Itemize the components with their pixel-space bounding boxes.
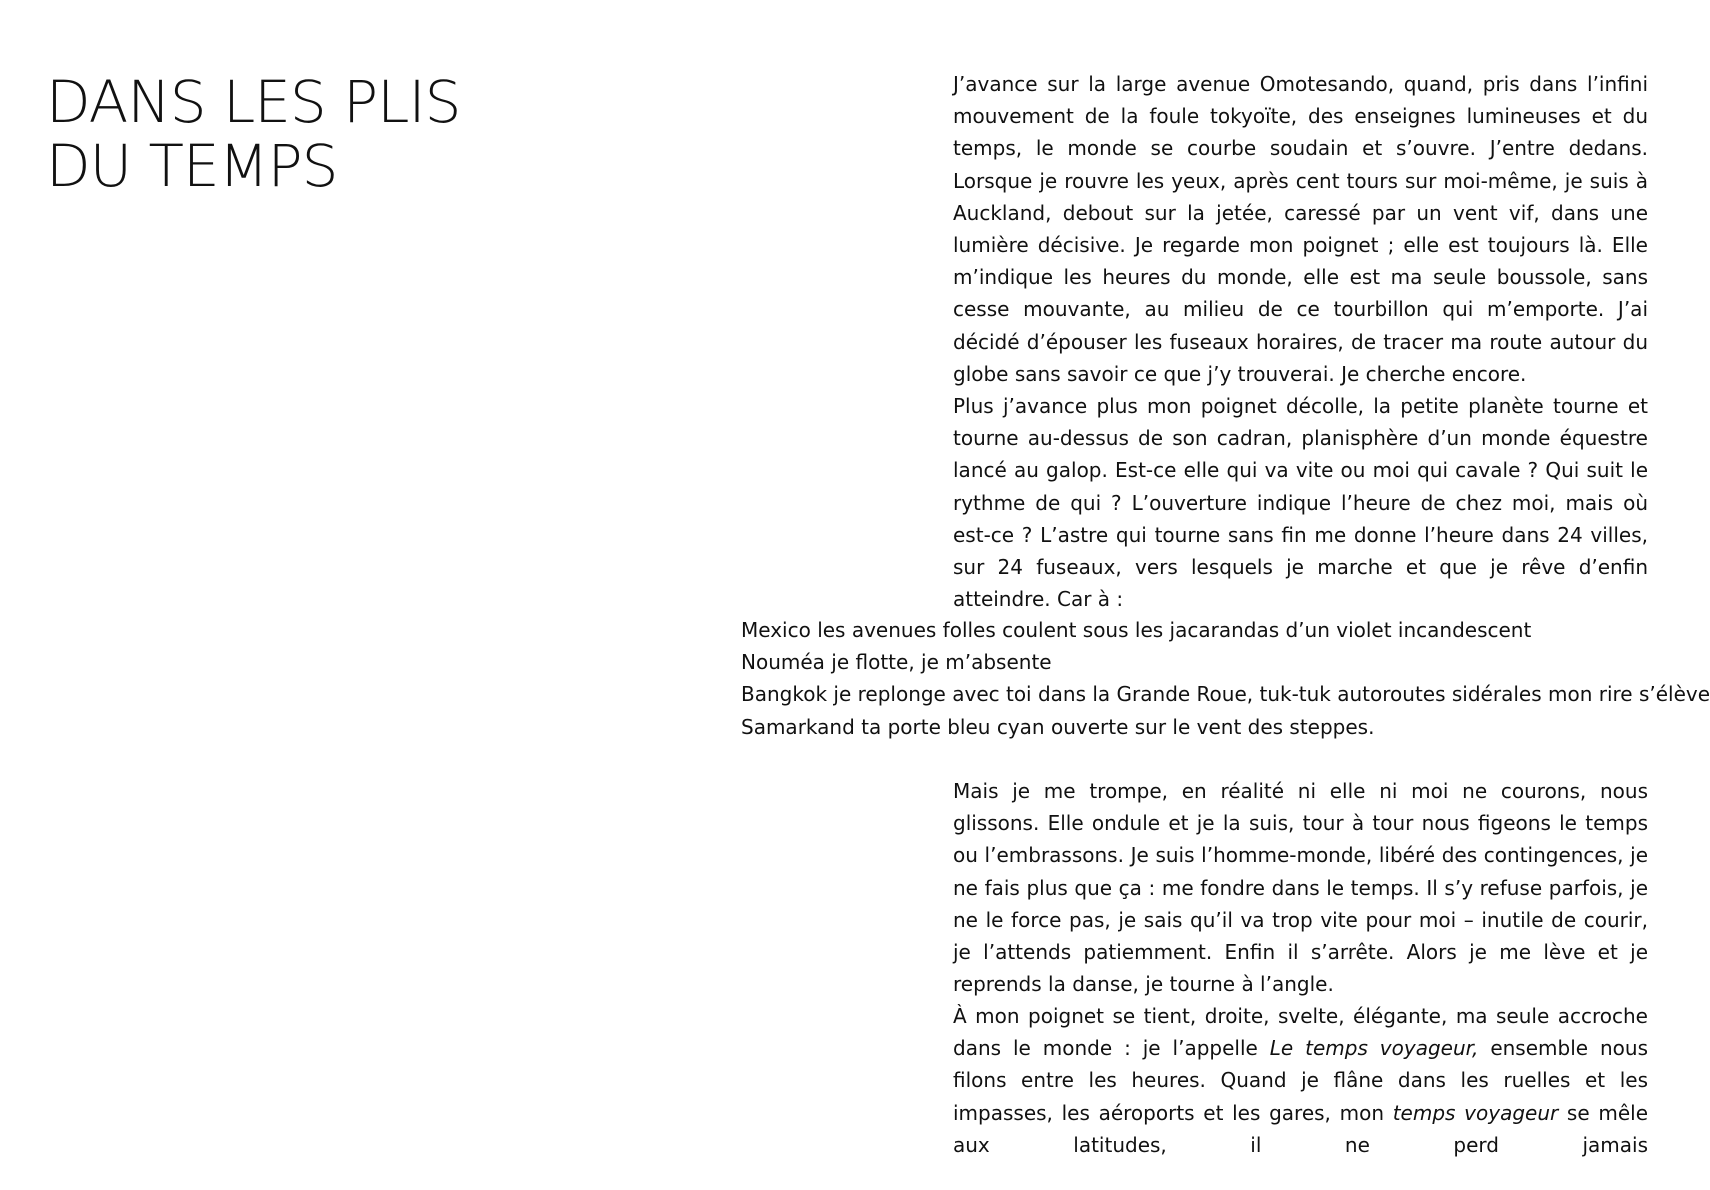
poem-line-samarkand: Samarkand ta porte bleu cyan ouverte sur le vent des steppes. (741, 714, 1375, 739)
paragraph-4-italic-2: temps voyageur (1392, 1100, 1559, 1125)
title-line-2: DU TEMPS (46, 132, 338, 200)
poem-line-mexico: Mexico les avenues folles coulent sous les jacarandas d’un violet incandescent (741, 618, 1532, 642)
poem-line-noumea: Nouméa je flotte, je m’absente (741, 650, 1052, 675)
title-line-1: DANS LES PLIS (46, 68, 461, 136)
paragraph-4-italic-1: Le temps voyageur, (1269, 1036, 1479, 1061)
page-title (46, 70, 460, 198)
paragraph-4-text-a: À mon poignet se tient, droite, svelte, élégante, ma seule accroche dans le monde : je l’appelle (953, 1004, 1648, 1061)
paragraph-4-text-c: se mêle aux latitudes, il ne perd jamais (953, 1100, 1649, 1157)
poem-stanza (741, 614, 1710, 743)
paragraph-3: Mais je me trompe, en réalité ni elle ni moi ne courons, nous glissons. Elle ondule et je la suis, tour à tour nous figeons le temps ou l’embrassons. Je suis l’homme-monde, libéré des contingences, je ne fais plus que ça : me fondre dans le temps. Il s’y refuse parfois, je ne le force pas, je sais qu’il va trop vite pour moi – inutile de courir, je l’attends patiemment. Enfin il s’arrête. Alors je me lève et je reprends la danse, je tourne à l’angle. (953, 779, 1648, 997)
paragraph-4-text-b: ensemble nous filons entre les heures. Quand je flâne dans les ruelles et les impasses, les aéroports et les gares, mon (953, 1036, 1648, 1125)
paragraph-1: J’avance sur la large avenue Omotesando, quand, pris dans l’infini mouvement de la foule tokyoïte, des enseignes lumineuses et du temps, le monde se courbe soudain et s’ouvre. J’entre dedans. Lorsque je rouvre les yeux, après cent tours sur moi-même, je suis à Auckland, debout sur la jetée, caressé par un vent vif, dans une lumière décisive. Je regarde mon poignet ; elle est toujours là. Elle m’indique les heures du monde, elle est ma seule boussole, sans cesse mouvante, au milieu de ce tourbillon qui m’emporte. J’ai décidé d’épouser les fuseaux horaires, de tracer ma route autour du globe sans savoir ce que j’y trouverai. Je cherche encore. (953, 72, 1648, 386)
paragraph-2: Plus j’avance plus mon poignet décolle, la petite planète tourne et tourne au-dessus de son cadran, planisphère d’un monde équestre lancé au galop. Est-ce elle qui va vite ou moi qui cavale ? Qui suit le rythme de qui ? L’ouverture indique l’heure de chez moi, mais où est-ce ? L’astre qui tourne sans fin me donne l’heure dans 24 villes, sur 24 fuseaux, vers lesquels je marche et que je rêve d’enfin atteindre. Car à : (953, 394, 1648, 612)
poem-line-bangkok: Bangkok je replonge avec toi dans la Grande Roue, tuk-tuk autoroutes sidérales mon rire s’élève (741, 682, 1710, 707)
paragraph-4 (953, 1000, 1649, 1157)
